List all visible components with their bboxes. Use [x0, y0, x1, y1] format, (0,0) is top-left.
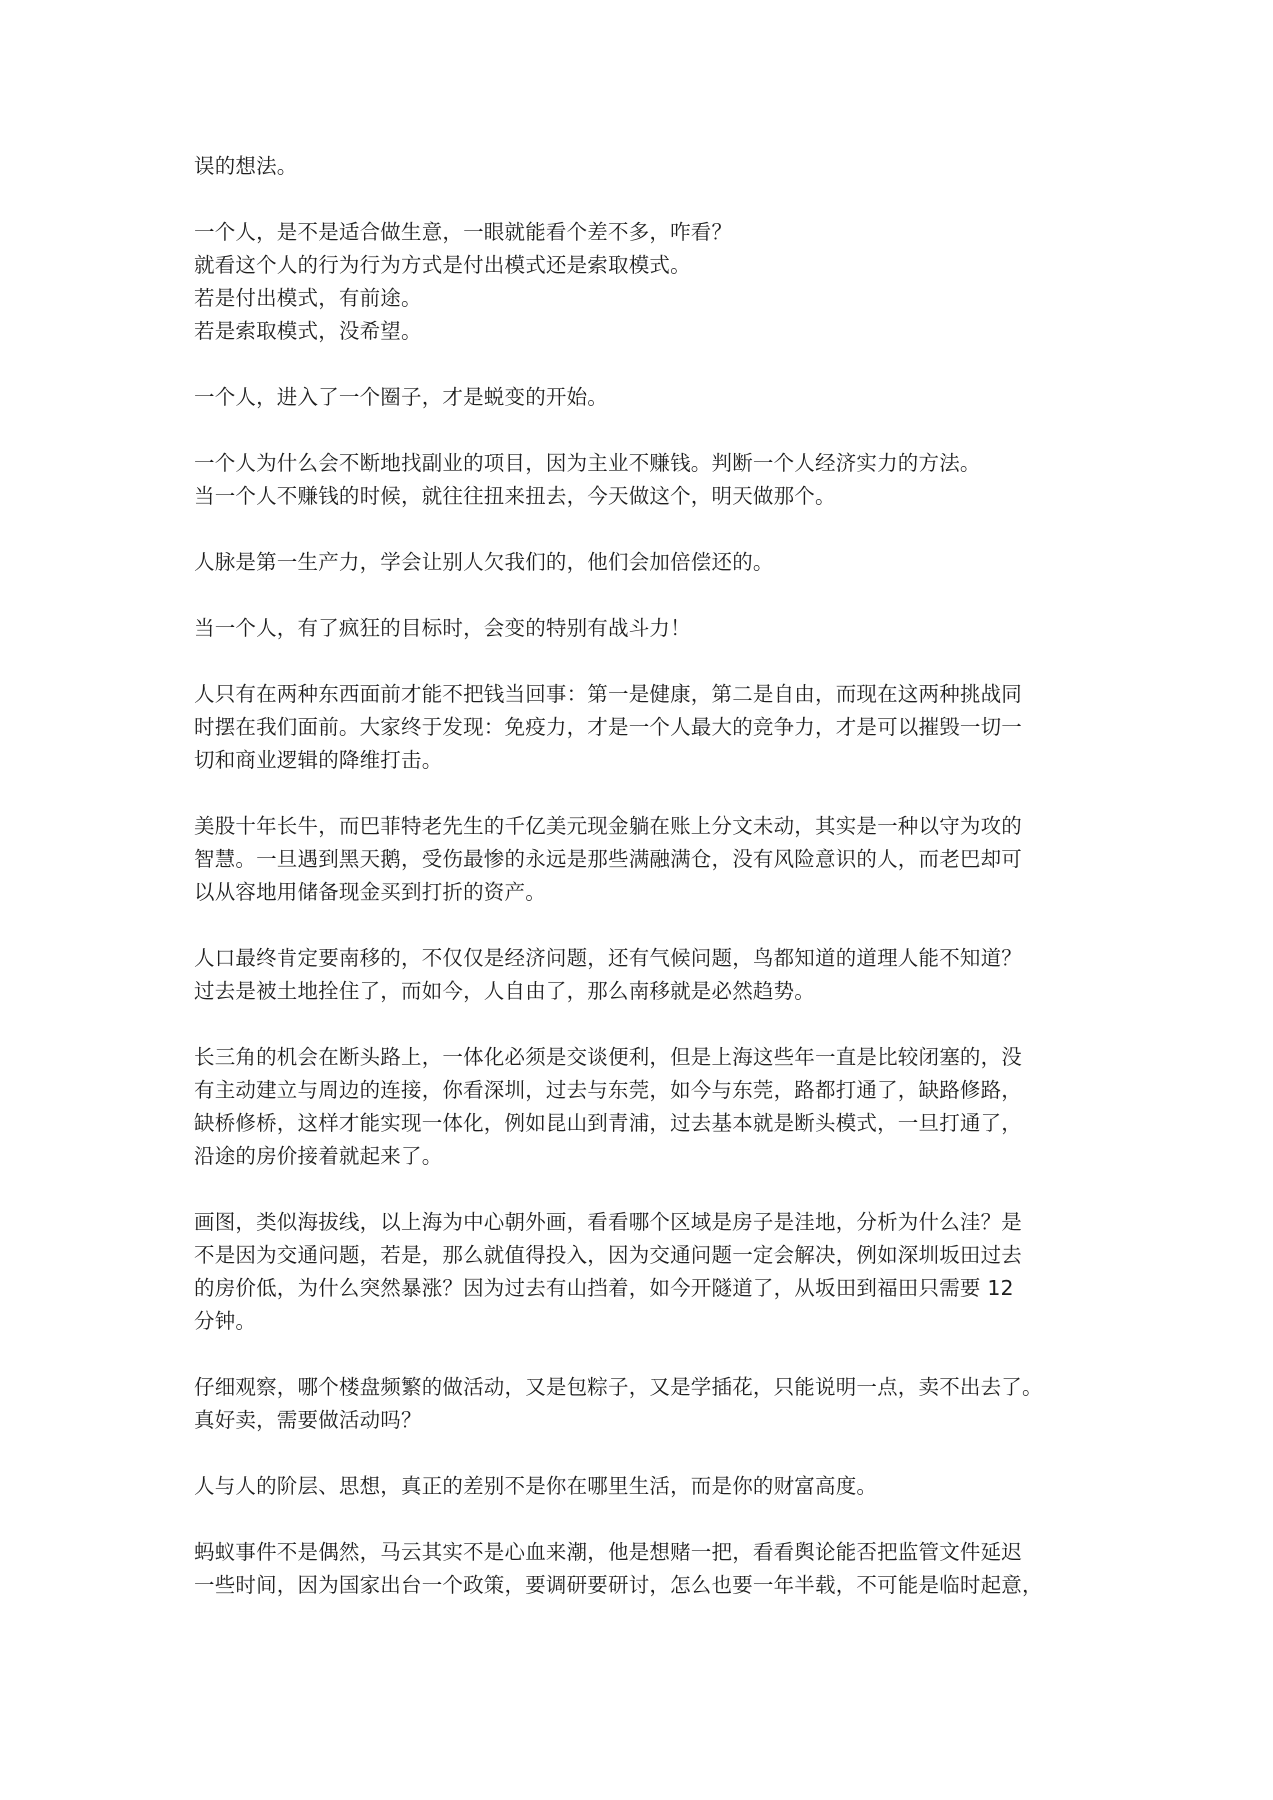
text-line: 人脉是第一生产力，学会让别人欠我们的，他们会加倍偿还的。 [194, 550, 774, 574]
text-line: 一个人，进入了一个圈子，才是蜕变的开始。 [194, 385, 608, 409]
text-line: 过去是被土地拴住了，而如今，人自由了，那么南移就是必然趋势。 [194, 979, 815, 1003]
text-line: 以从容地用储备现金买到打折的资产。 [194, 880, 546, 904]
text-line: 人只有在两种东西面前才能不把钱当回事：第一是健康，第二是自由，而现在这两种挑战同 [194, 682, 1022, 706]
paragraph [194, 216, 1094, 348]
text-line: 美股十年长牛，而巴菲特老先生的千亿美元现金躺在账上分文未动，其实是一种以守为攻的 [194, 814, 1022, 838]
paragraph [194, 1371, 1094, 1437]
paragraph [194, 942, 1094, 1008]
paragraph [194, 1041, 1094, 1173]
text-line: 误的想法。 [194, 154, 298, 178]
text-line: 切和商业逻辑的降维打击。 [194, 748, 443, 772]
text-line: 蚂蚁事件不是偶然，马云其实不是心血来潮，他是想赌一把，看看舆论能否把监管文件延迟 [194, 1540, 1022, 1564]
paragraph [194, 612, 1094, 645]
text-line: 一些时间，因为国家出台一个政策，要调研要研讨，怎么也要一年半载，不可能是临时起意， [194, 1573, 1043, 1597]
paragraph [194, 1536, 1094, 1602]
text-line: 智慧。一旦遇到黑天鹅，受伤最惨的永远是那些满融满仓，没有风险意识的人，而老巴却可 [194, 847, 1022, 871]
text-line: 画图，类似海拔线，以上海为中心朝外画，看看哪个区域是房子是洼地，分析为什么洼？是 [194, 1210, 1022, 1234]
text-line: 一个人为什么会不断地找副业的项目，因为主业不赚钱。判断一个人经济实力的方法。 [194, 451, 981, 475]
text-line: 真好卖，需要做活动吗？ [194, 1408, 422, 1432]
text-line: 若是索取模式，没希望。 [194, 319, 422, 343]
text-line: 沿途的房价接着就起来了。 [194, 1144, 443, 1168]
document-body [194, 150, 1094, 1635]
text-line: 若是付出模式，有前途。 [194, 286, 422, 310]
text-line: 不是因为交通问题，若是，那么就值得投入，因为交通问题一定会解决，例如深圳坂田过去 [194, 1243, 1022, 1267]
text-line: 当一个人不赚钱的时候，就往往扭来扭去，今天做这个，明天做那个。 [194, 484, 836, 508]
paragraph [194, 678, 1094, 777]
paragraph [194, 810, 1094, 909]
text-line: 人口最终肯定要南移的，不仅仅是经济问题，还有气候问题，鸟都知道的道理人能不知道？ [194, 946, 1022, 970]
text-line: 的房价低，为什么突然暴涨？因为过去有山挡着，如今开隧道了，从坂田到福田只需要 12 [194, 1276, 1014, 1300]
text-line: 有主动建立与周边的连接，你看深圳，过去与东莞，如今与东莞，路都打通了，缺路修路， [194, 1078, 1022, 1102]
paragraph [194, 381, 1094, 414]
text-line: 当一个人，有了疯狂的目标时，会变的特别有战斗力！ [194, 616, 691, 640]
text-line: 仔细观察，哪个楼盘频繁的做活动，又是包粽子，又是学插花，只能说明一点，卖不出去了。 [194, 1375, 1043, 1399]
paragraph [194, 1470, 1094, 1503]
text-line: 一个人，是不是适合做生意，一眼就能看个差不多，咋看？ [194, 220, 733, 244]
paragraph [194, 447, 1094, 513]
text-line: 时摆在我们面前。大家终于发现：免疫力，才是一个人最大的竞争力，才是可以摧毁一切一 [194, 715, 1022, 739]
paragraph [194, 546, 1094, 579]
paragraph [194, 1206, 1094, 1338]
paragraph [194, 150, 1094, 183]
text-line: 就看这个人的行为行为方式是付出模式还是索取模式。 [194, 253, 691, 277]
text-line: 分钟。 [194, 1309, 257, 1333]
text-line: 缺桥修桥，这样才能实现一体化，例如昆山到青浦，过去基本就是断头模式，一旦打通了， [194, 1111, 1022, 1135]
text-line: 长三角的机会在断头路上，一体化必须是交谈便利，但是上海这些年一直是比较闭塞的，没 [194, 1045, 1022, 1069]
text-line: 人与人的阶层、思想，真正的差别不是你在哪里生活，而是你的财富高度。 [194, 1474, 878, 1498]
